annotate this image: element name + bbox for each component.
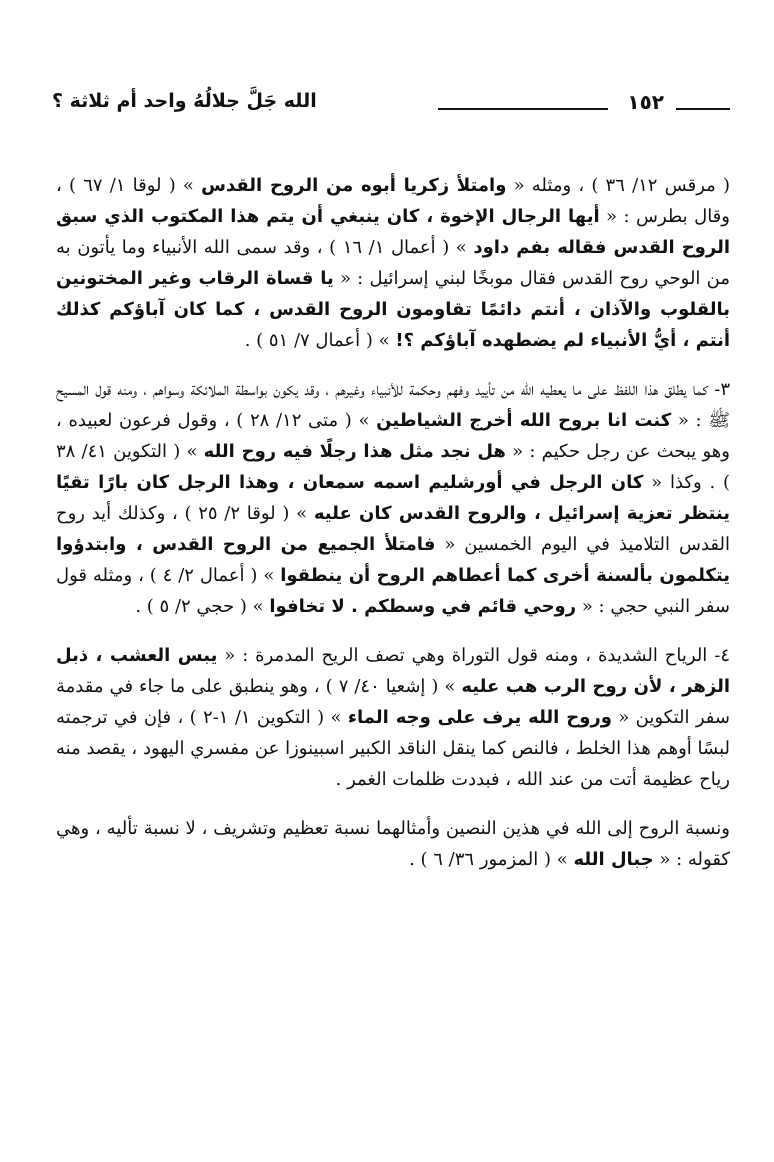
- quotation-text: وامتلأ زكريا أبوه من الروح القدس: [201, 175, 507, 196]
- paragraph-text: » ( أعمال ١/ ١٦ ) ، وقد سمى الله الأنبياء وما يأتون به من الوحي روح القدس فقال موبخًا لبني إسرائيل : «: [56, 237, 730, 289]
- paragraph-text: » ( المزمور ٣٦/ ٦ ) .: [409, 849, 574, 870]
- paragraph-text: ونسبة الروح إلى الله في هذين النصين وأمثالهما نسبة تعظيم وتشريف ، لا نسبة تأليه ، وهي كقوله : «: [56, 818, 730, 870]
- quotation-text: وروح الله يرف على وجه الماء: [347, 707, 612, 728]
- quotation-text: روحي قائم في وسطكم . لا تخافوا: [269, 596, 577, 617]
- paragraph: [56, 640, 730, 795]
- paragraph-text: ٤- الرياح الشديدة ، ومنه قول التوراة وهي تصف الريح المدمرة : «: [217, 645, 730, 666]
- paragraph-text: » ( متى ١٢/ ٢٨ ) ، وقول فرعون لعبيده ، وهو يبحث عن رجل حكيم : «: [56, 410, 730, 462]
- running-title: الله جَلَّ جلالُهُ واحد أم ثلاثة ؟: [52, 90, 317, 112]
- quotation-text: كنت انا بروح الله أخرج الشياطين: [376, 410, 672, 431]
- paragraph-text: » ( التكوين ١/ ١-٢ ) ، فإن في ترجمته لبسًا أوهم هذا الخلط ، فالنص كما ينقل الناقد الكبير اسبينوزا عن مفسري اليهود ، يقصد منه رياح عظيمة أتت من عند الله ، فبددت ظلمات الغمر .: [56, 707, 730, 790]
- paragraph-text: » ( لوقا ٢/ ٢٥ ) ، وكذلك أيد روح القدس التلاميذ في اليوم الخمسين «: [56, 503, 730, 555]
- paragraph: [56, 170, 730, 356]
- paragraph-text: ٣- كما يطلق هذا اللفظ على ما يعطيه الله من تأييد وفهم وحكمة للأنبياء وغيرهم ، وقد يكون بواسطة الملائكة وسواهم ، ومنه قول المسيح ﷺ : «: [56, 379, 730, 431]
- header-rule: [676, 108, 730, 110]
- quotation-text: هل نجد مثل هذا رجلًا فيه روح الله: [203, 441, 506, 462]
- paragraph-text: » ( إشعيا ٤٠/ ٧ ) ، وهو ينطبق على ما جاء في مقدمة سفر التكوين «: [56, 676, 730, 728]
- page-number: ١٥٢: [627, 90, 664, 114]
- paragraph-text: » ( أعمال ٧/ ٥١ ) .: [244, 330, 396, 351]
- paragraph: [56, 374, 730, 622]
- paragraph-text: » ( أعمال ٢/ ٤ ) ، ومثله قول سفر النبي حجي : «: [56, 565, 730, 617]
- paragraph-text: ( مرقس ١٢/ ٣٦ ) ، ومثله «: [506, 175, 730, 196]
- quotation-text: جبال الله: [573, 849, 654, 870]
- header-rule: [438, 108, 608, 110]
- paragraph-text: » ( لوقا ١/ ٦٧ ) ، وقال بطرس : «: [56, 175, 730, 227]
- quotation-text: كان الرجل في أورشليم اسمه سمعان ، وهذا الرجل كان بارًا تقيًا ينتظر تعزية إسرائيل ، والروح القدس كان عليه: [56, 472, 730, 524]
- quotation-text: فامتلأ الجميع من الروح القدس ، وابتدؤوا يتكلمون بألسنة أخرى كما أعطاهم الروح أن ينطقوا: [56, 534, 730, 586]
- quotation-text: يبس العشب ، ذبل الزهر ، لأن روح الرب هب عليه: [56, 645, 731, 697]
- paragraph: [56, 813, 730, 875]
- paragraph-text: » ( حجي ٢/ ٥ ) .: [135, 596, 270, 617]
- body-text: [56, 170, 730, 893]
- page-header: [52, 88, 730, 124]
- quotation-text: يا قساة الرقاب وغير المختونين بالقلوب والآذان ، أنتم دائمًا تقاومون الروح القدس ، كما كان آباؤكم كذلك أنتم ، أيُّ الأنبياء لم يضطهده آباؤكم ؟!: [56, 268, 730, 351]
- quotation-text: أيها الرجال الإخوة ، كان ينبغي أن يتم هذا المكتوب الذي سبق الروح القدس فقاله بفم داود: [56, 206, 730, 258]
- paragraph-text: » ( التكوين ٤١/ ٣٨ ) . وكذا «: [56, 441, 730, 493]
